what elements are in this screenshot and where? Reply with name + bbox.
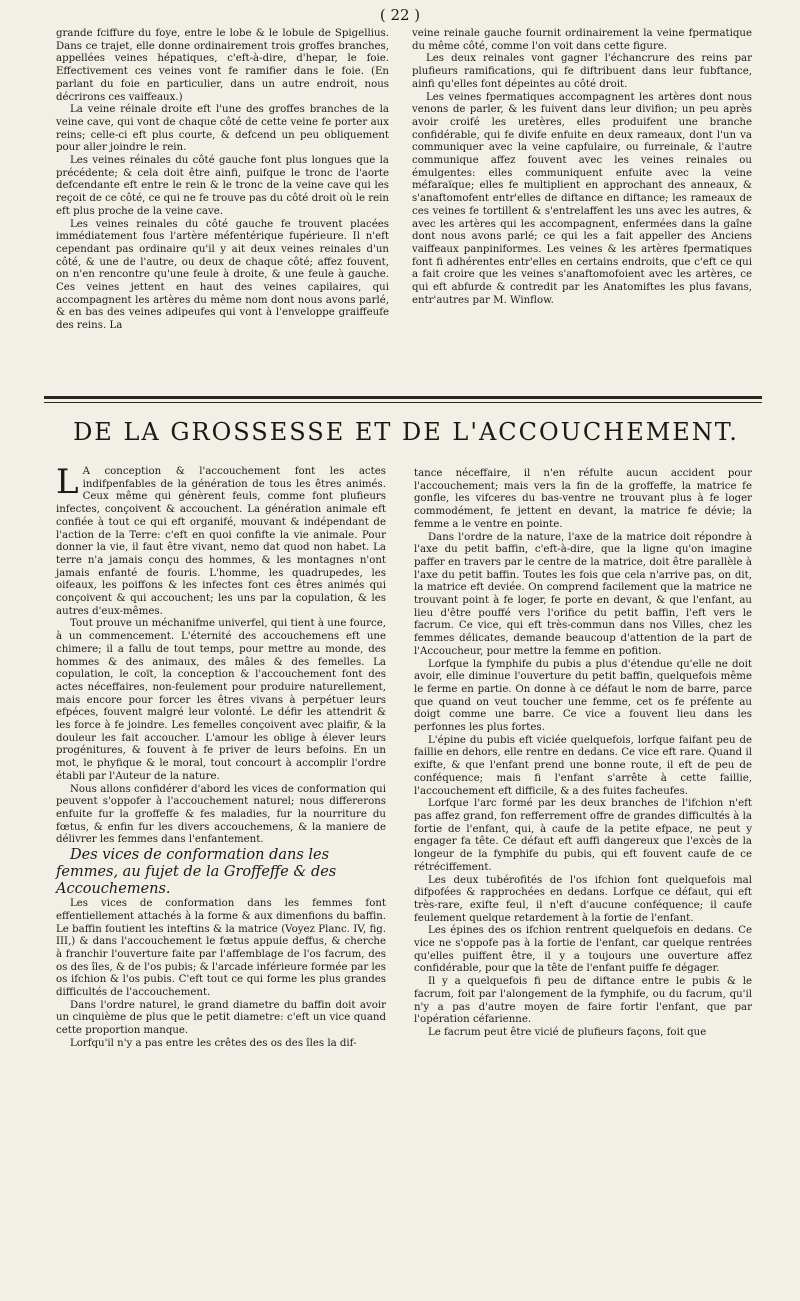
top-left-column	[56, 28, 389, 333]
paragraph-text: A conception & l'accouchement font les actes indifpenfables de la génération de tous les êtres animés. Ceux même qui génèrent feuls, comme font plufieurs infectes, conçoivent & accouchent. La génération animale eft confiée à tout ce qui eft organifé, mouvant & indépendant de l'action de la Terre: c'eft en quoi confifte la vie animale. Pour donner la vie, il faut être vivant, nemo dat quod non habet. La terre n'a jamais conçu des hommes, & les montagnes n'ont jamais enfanté de fouris. L'homme, les quadrupedes, les oifeaux, les poiffons & les infectes font ces êtres animés qui conçoivent & qui accouchent; les uns par la copulation, & les autres d'eux-mêmes.	[56, 466, 386, 617]
paragraph: La veine réinale droite eft l'une des groffes branches de la veine cave, qui vont de chaque côté de cette veine fe porter aux reins; celle-ci eft plus courte, & defcend un peu obliquement pour aller joindre le rein.	[56, 104, 389, 154]
page-number: ( 22 )	[379, 6, 421, 24]
section-divider	[44, 396, 762, 399]
section-title: DE LA GROSSESSE ET DE L'ACCOUCHEMENT.	[73, 418, 739, 446]
paragraph: Les épines des os ifchion rentrent quelquefois en dedans. Ce vice ne s'oppofe pas à la fortie de l'enfant, car quelque rentrées qu'elles puiffent être, il y a toujours une ouverture affez confidérable, pour que la tête de l'enfant puiffe fe dégager.	[414, 925, 752, 975]
paragraph: veine reinale gauche fournit ordinairement la veine fpermatique du même côté, comme l'on voit dans cette figure.	[412, 28, 752, 52]
paragraph: Les veines reinales du côté gauche fe trouvent placées immédiatement fous l'artère méfentérique fupérieure. Il n'eft cependant pas ordinaire qu'il y ait deux veines reinales d'un côté, & une de l'autre, ou deux de chaque côté; affez fouvent, on n'en rencontre qu'une feule à droite, & une feule à gauche. Ces veines jettent en haut des veines capilaires, qui accompagnent les artères du même nom dont nous avons parlé, & en bas des veines adipeufes qui vont à l'enveloppe graiffeufe des reins. La	[56, 218, 389, 332]
opening-paragraph	[56, 462, 386, 618]
subsection-title: Des vices de conformation dans les femmes, au fujet de la Groffeffe & des Accouchemens.	[56, 847, 337, 898]
top-right-column	[412, 28, 752, 307]
paragraph: Dans l'ordre de la nature, l'axe de la matrice doit répondre à l'axe du petit baffin, c'eft-à-dire, que la ligne qu'on imagine paffer en travers par le centre de la matrice, doit être parallèle à l'axe du petit baffin. Toutes les fois que cela n'arrive pas, on dit, la matrice eft deviée. On comprend facilement que la matrice ne trouvant point à fe loger, fe porte en devant, & que l'enfant, au lieu d'être pouffé vers l'orifice du petit baffin, l'eft vers le facrum. Ce vice, qui eft très-commun dans nos Villes, chez les femmes délicates, demande beaucoup d'attention de la part de l'Accoucheur, pour mettre la femme en pofition.	[414, 531, 752, 657]
section-divider-thin	[44, 402, 762, 403]
paragraph: L'épine du pubis eft viciée quelquefois, lorfque faifant peu de faillie en dehors, elle rentre en dedans. Ce vice eft rare. Quand il exifte, & que l'enfant prend une bonne route, il eft de peu de conféquence; mais fi l'enfant s'arrête à cette faillie, l'accouchement eft difficile, & a des fuites facheufes.	[414, 734, 752, 797]
paragraph: Les deux tubérofités de l'os ifchion font quelquefois mal difpofées & rapprochées en dedans. Lorfque ce défaut, qui eft très-rare, exifte feul, il n'eft d'aucune conféquence; il caufe feulement quelque retardement à la fortie de l'enfant.	[414, 874, 752, 924]
paragraph: Les veines réinales du côté gauche font plus longues que la précédente; & cela doit être ainfi, puifque le tronc de l'aorte defcendante eft entre le rein & le tronc de la veine cave qui les reçoit de ce côté, ce qui ne fe trouve pas du côté droit où le rein eft plus proche de la veine cave.	[56, 155, 389, 217]
paragraph: Lorfque l'arc formé par les deux branches de l'ifchion n'eft pas affez grand, fon refferrement offre de grandes difficultés à la fortie de l'enfant, qui, à caufe de la petite efpace, ne peut y engager fa tête. Ce défaut eft auffi dangereux que l'excès de la longeur de la fymphife du pubis, qui eft fouvent caufe de ce rétréciffement.	[414, 798, 752, 873]
drop-cap: L	[56, 462, 79, 502]
paragraph: tance néceffaire, il n'en réfulte aucun accident pour l'accouchement; mais vers la fin de la groffeffe, la matrice fe gonfle, les vifceres du bas-ventre ne trouvant plus à fe loger commodément, fe jettent en devant, la matrice fe dévie; la femme a le ventre en pointe.	[414, 468, 752, 530]
paragraph: Dans l'ordre naturel, le grand diametre du baffin doit avoir un cinquième de plus que le petit diametre: c'eft un vice quand cette proportion manque.	[56, 999, 386, 1037]
paragraph: Les veines fpermatiques accompagnent les artères dont nous venons de parler, & les fuivent dans leur divifion; un peu après avoir croifé les uretères, elles produifent une branche confidérable, qui fe divife enfuite en deux rameaux, dont l'un va communiquer avec la veine capfulaire, ou furreinale, & l'autre communique affez fouvent avec les veines reinales ou émulgentes: elles communiquent enfuite avec la veine méfaraïque; elles fe multiplient en approchant des anneaux, & s'anaftomofent entr'elles de diftance en diftance; les rameaux de ces veines fe tortillent & s'entrelaffent les uns avec les autres, & avec les artères qui les accompagnent, enfermées dans la gaîne dont nous avons parlé; ce qui les a fait appeller des Anciens vaiffeaux panpiniformes. Les veines & les artères fpermatiques font fi adhérentes entr'elles en certains endroits, que c'eft ce qui a fait croire que les veines s'anaftomofoient avec les artères, ce qui eft abfurde & contredit par les Anatomiftes les plus favans, entr'autres par M. Winflow.	[412, 91, 752, 306]
bottom-right-column	[414, 468, 752, 1040]
paragraph: Tout prouve un méchanifme univerfel, qui tient à une fource, à un commencement. L'éternité des accouchemens eft une chimere; il a fallu de tout temps, pour mettre au monde, des hommes & des animaux, des mâles & des femelles. La copulation, le coït, la conception & l'accouchement font des actes néceffaires, non-feulement pour produire naturellement, mais encore pour forcer les êtres vivans à perpétuer leurs efpéces, fouvent malgré leur volonté. Le défir les attendrit & les force à fe joindre. Les femelles conçoivent avec plaifir, & la douleur les fait accoucher. L'amour les oblige à élever leurs progénitures, & fouvent à fe priver de leurs befoins. En un mot, le phyfique & le moral, tout concourt à accomplir l'ordre établi par l'Auteur de la nature.	[56, 618, 386, 782]
paragraph: Il y a quelquefois fi peu de diftance entre le pubis & le facrum, foit par l'alongement de la fymphife, ou du facrum, qu'il n'y a pas d'autre moyen de faire fortir l'enfant, que par l'opération céfarienne.	[414, 976, 752, 1026]
paragraph: Les deux reinales vont gagner l'échancrure des reins par plufieurs ramifications, qui fe diftribuent dans leur fubftance, ainfi qu'elles font dépeintes au côté droit.	[412, 53, 752, 90]
paragraph: Nous allons confidérer d'abord les vices de conformation qui peuvent s'oppofer à l'accouchement naturel; nous differerons enfuite fur la groffeffe & fes maladies, fur la nourriture du fœtus, & enfin fur les divers accouchemens, & la maniere de délivrer les femmes dans l'enfantement.	[56, 783, 386, 846]
paragraph: grande fciffure du foye, entre le lobe & le lobule de Spigellius. Dans ce trajet, elle donne ordinairement trois groffes branches, appellées veines hépatiques, c'eft-à-dire, d'hepar, le foie. Effectivement ces veines vont fe ramifier dans le foie. (En parlant du foie en particulier, dans un autre endroit, nous décrirons ces vaiffeaux.)	[56, 28, 389, 103]
paragraph: Lorfqu'il n'y a pas entre les crêtes des os des îles la dif-	[70, 1037, 357, 1049]
paragraph: Lorfque la fymphife du pubis a plus d'étendue qu'elle ne doit avoir, elle diminue l'ouverture du petit baffin, quelquefois même le ferme en partie. On donne à ce défaut le nom de barre, parce que quand on veut toucher une femme, cet os fe préfente au doigt comme une barre. Ce vice a fouvent lieu dans les perfonnes les plus fortes.	[414, 658, 752, 734]
bottom-left-column	[56, 462, 386, 1051]
paragraph: Le facrum peut être vicié de plufieurs façons, foit que	[428, 1026, 707, 1038]
paragraph: Les vices de conformation dans les femmes font effentiellement attachés à la forme & aux dimenfions du baffin. Le baffin foutient les inteftins & la matrice (Voyez Planc. IV, fig. III,) & dans l'accouchement le fœtus appuie deffus, & cherche à franchir l'ouverture faite par l'affemblage de l'os facrum, des os des îles, & de l'os pubis; & l'arcade inférieure formée par les os ifchion & l'os pubis. C'eft tout ce qui forme les plus grandes difficultés de l'accouchement.	[56, 898, 386, 999]
